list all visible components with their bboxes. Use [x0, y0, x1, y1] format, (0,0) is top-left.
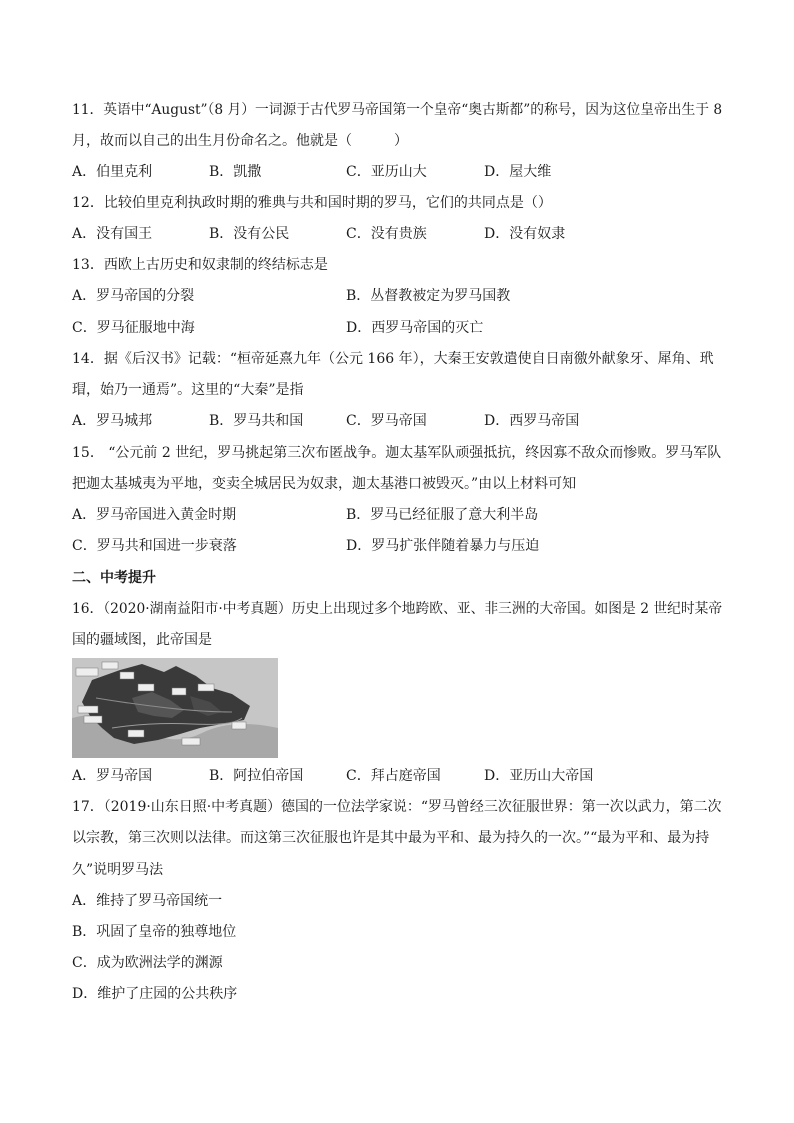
q12-option-a: A．没有国王 — [72, 226, 153, 242]
q11-stem-line2: 月，故而以自己的出生月份命名之。他就是（ ） — [72, 133, 408, 149]
q15-option-c: C．罗马共和国进一步衰落 — [72, 538, 237, 554]
q14-stem-line1: 14．据《后汉书》记载：“桓帝延熹九年（公元 166 年），大秦王安敦遣使自日南徼外献象牙、犀角、玳 — [72, 351, 714, 367]
q13-stem-line1: 13．西欧上古历史和奴隶制的终结标志是 — [72, 257, 328, 273]
q14-stem-line2: 瑁，始乃一通焉”。这里的“大秦”是指 — [72, 382, 304, 398]
q13-option-c: C．罗马征服地中海 — [72, 320, 195, 336]
q16-stem-line2: 国的疆域图，此帝国是 — [72, 632, 212, 648]
empire-territory-map-icon — [72, 658, 278, 758]
q12-stem-line1: 12．比较伯里克利执政时期的雅典与共和国时期的罗马，它们的共同点是（） — [72, 195, 552, 211]
q14-option-d: D．西罗马帝国 — [484, 413, 580, 429]
q17-stem-line1: 17．（2019·山东日照·中考真题）德国的一位法学家说：“罗马曾经三次征服世界：第一次以武力，第二次 — [72, 799, 722, 815]
q14-option-a: A．罗马城邦 — [72, 413, 153, 429]
q17-stem-line3: 久”说明罗马法 — [72, 862, 164, 878]
q17-option-b: B．巩固了皇帝的独尊地位 — [72, 924, 237, 940]
q16-stem-line1: 16．（2020·湖南益阳市·中考真题）历史上出现过多个地跨欧、亚、非三洲的大帝国。如图是 2 世纪时某帝 — [72, 601, 723, 617]
q16-option-b: B．阿拉伯帝国 — [209, 768, 304, 784]
q12-option-c: C．没有贵族 — [346, 226, 427, 242]
q11-option-b: B．凯撒 — [209, 164, 262, 180]
q17-option-a: A．维持了罗马帝国统一 — [72, 893, 223, 909]
q12-option-b: B．没有公民 — [209, 226, 290, 242]
q14-option-b: B．罗马共和国 — [209, 413, 304, 429]
q11-option-d: D．屋大维 — [484, 164, 552, 180]
q13-option-a: A．罗马帝国的分裂 — [72, 288, 195, 304]
q11-option-c: C．亚历山大 — [346, 164, 427, 180]
q13-option-b: B．丛督教被定为罗马国教 — [346, 288, 511, 304]
q17-option-d: D．维护了庄园的公共秩序 — [72, 986, 238, 1002]
q16-option-d: D．亚历山大帝国 — [484, 768, 594, 784]
q15-stem-line1: 15． “公元前 2 世纪，罗马挑起第三次布匿战争。迦太基军队顽强抵抗，终因寡不敌众而惨败。罗马军队 — [72, 445, 722, 461]
q17-option-c: C．成为欧洲法学的渊源 — [72, 955, 223, 971]
q15-stem-line2: 把迦太基城夷为平地，变卖全城居民为奴隶，迦太基港口被毁灭。”由以上材料可知 — [72, 476, 577, 492]
q15-option-a: A．罗马帝国进入黄金时期 — [72, 507, 237, 523]
q16-option-c: C．拜占庭帝国 — [346, 768, 441, 784]
q15-option-d: D．罗马扩张伴随着暴力与压迫 — [346, 538, 540, 554]
q12-option-d: D．没有奴隶 — [484, 226, 566, 242]
section-title: 二、中考提升 — [72, 570, 156, 586]
q15-option-b: B．罗马已经征服了意大利半岛 — [346, 507, 539, 523]
q11-option-a: A．伯里克利 — [72, 164, 153, 180]
q16-option-a: A．罗马帝国 — [72, 768, 153, 784]
q17-stem-line2: 以宗教，第三次则以法律。而这第三次征服也许是其中最为平和、最为持久的一次。”“最为平和、最为持 — [72, 830, 710, 846]
q11-stem-line1: 11．英语中“August”（8 月）一词源于古代罗马帝国第一个皇帝“奥古斯都”的称号，因为这位皇帝出生于 8 — [72, 102, 723, 118]
q14-option-c: C．罗马帝国 — [346, 413, 427, 429]
q13-option-d: D．西罗马帝国的灭亡 — [346, 320, 484, 336]
